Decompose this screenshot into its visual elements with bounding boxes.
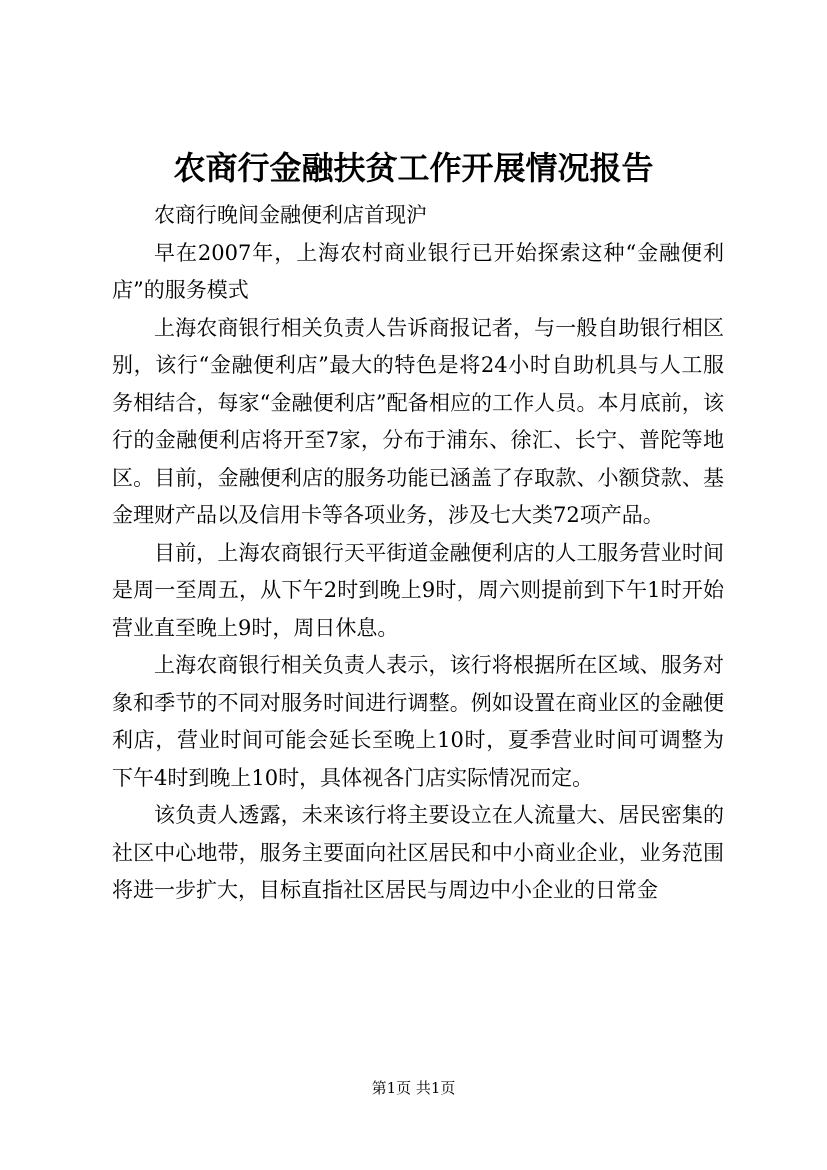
document-body [112,197,724,1031]
paragraph: 目前，上海农商银行天平街道金融便利店的人工服务营业时间是周一至周五，从下午2时到晚上9时，周六则提前到下午1时开始营业直至晚上9时，周日休息。 [112,540,724,640]
paragraph: 上海农商银行相关负责人告诉商报记者，与一般自助银行相区别，该行“金融便利店”最大的特色是将24小时自助机具与人工服务相结合，每家“金融便利店”配备相应的工作人员。本月底前，该行的金融便利店将开至7家，分布于浦东、徐汇、长宁、普陀等地区。目前，金融便利店的服务功能已涵盖了存取款、小额贷款、基金理财产品以及信用卡等各项业务，涉及七大类72项产品。 [112,315,724,527]
paragraph: 早在2007年，上海农村商业银行已开始探索这种“金融便利店”的服务模式 [112,240,724,302]
page-footer: 第1页 共1页 [371,1079,456,1097]
paragraph: 该负责人透露，未来该行将主要设立在人流量大、居民密集的社区中心地带，服务主要面向社区居民和中小商业企业，业务范围将进一步扩大，目标直指社区居民与周边中小企业的日常金 [112,803,724,902]
paragraph-subheading: 农商行晚间金融便利店首现沪 [154,203,427,227]
paragraph: 上海农商银行相关负责人表示，该行将根据所在区域、服务对象和季节的不同对服务时间进行调整。例如设置在商业区的金融便利店，营业时间可能会延长至晚上10时，夏季营业时间可调整为下午4时到晚上10时，具体视各门店实际情况而定。 [112,653,724,790]
document-title: 农商行金融扶贫工作开展情况报告 [173,149,654,187]
